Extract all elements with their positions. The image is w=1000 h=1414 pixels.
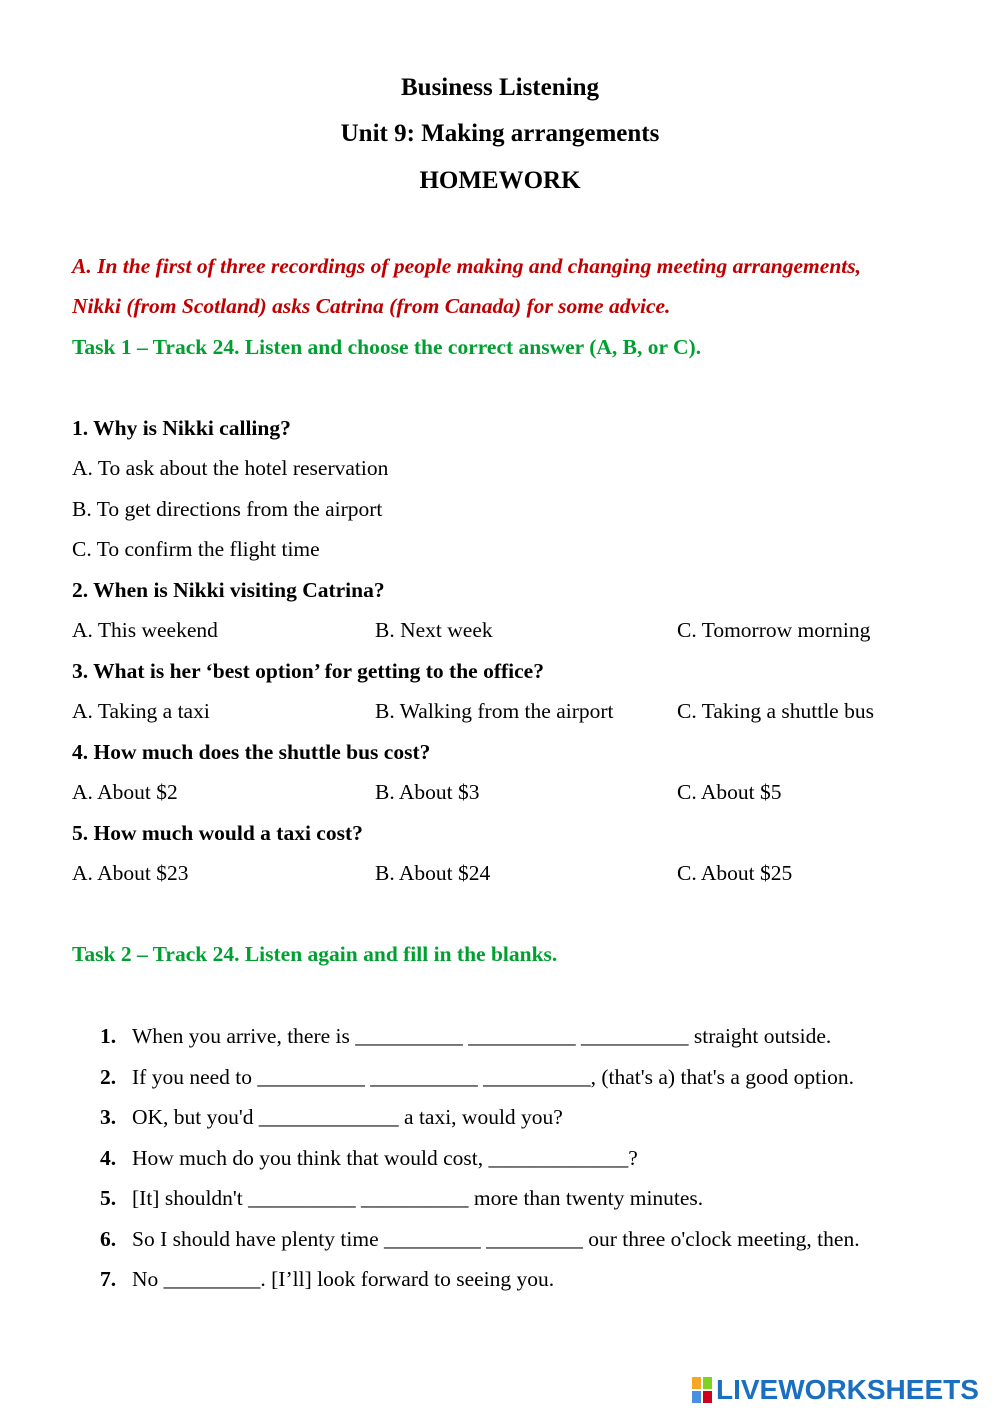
fill-item-number: 6. (100, 1227, 117, 1251)
fill-item-number: 2. (100, 1065, 117, 1089)
q5-option-a[interactable]: A. About $23 (72, 861, 189, 885)
section-a-intro-line2: Nikki (from Scotland) asks Catrina (from Canada) for some advice. (72, 294, 671, 318)
q5-options-row (0, 859, 1000, 887)
fill-item-text: If you need to __________ __________ __________, (that's a) that's a good option. (132, 1065, 854, 1089)
q1-option-a[interactable]: A. To ask about the hotel reservation (72, 456, 389, 480)
liveworksheets-logo-text: LIVEWORKSHEETS (716, 1374, 979, 1405)
fill-item-6[interactable] (100, 1225, 860, 1253)
fill-item-5[interactable] (100, 1184, 703, 1212)
fill-item-text: OK, but you'd _____________ a taxi, would you? (132, 1105, 563, 1129)
unit-title: Unit 9: Making arrangements (340, 120, 660, 147)
fill-item-3[interactable] (100, 1103, 563, 1131)
q2-option-b[interactable]: B. Next week (375, 618, 493, 642)
q2-option-c[interactable]: C. Tomorrow morning (677, 618, 871, 642)
section-a-intro-line1: A. In the first of three recordings of people making and changing meeting arrangements, (72, 254, 861, 278)
q4-option-c[interactable]: C. About $5 (677, 780, 782, 804)
fill-item-number: 5. (100, 1186, 117, 1210)
q4-options-row (0, 778, 1000, 806)
fill-item-text: How much do you think that would cost, _____________? (132, 1146, 638, 1170)
q3-option-a[interactable]: A. Taking a taxi (72, 699, 210, 723)
q3-option-c[interactable]: C. Taking a shuttle bus (677, 699, 874, 723)
liveworksheets-logo-icon (692, 1377, 712, 1403)
q2-options-row (0, 616, 1000, 644)
q1-option-c[interactable]: C. To confirm the flight time (72, 537, 320, 561)
question-4: 4. How much does the shuttle bus cost? (72, 740, 431, 764)
fill-item-text: So I should have plenty time _________ _________ our three o'clock meeting, then. (132, 1227, 860, 1251)
q3-options-row (0, 697, 1000, 725)
q5-option-c[interactable]: C. About $25 (677, 861, 793, 885)
fill-item-number: 1. (100, 1024, 117, 1048)
task1-heading: Task 1 – Track 24. Listen and choose the correct answer (A, B, or C). (72, 335, 702, 359)
fill-item-1[interactable] (100, 1022, 831, 1050)
logo-block-3 (692, 1391, 701, 1403)
logo-block-2 (703, 1377, 712, 1389)
logo-block-1 (692, 1377, 701, 1389)
q3-option-b[interactable]: B. Walking from the airport (375, 699, 614, 723)
question-1: 1. Why is Nikki calling? (72, 416, 291, 440)
fill-item-4[interactable] (100, 1144, 638, 1172)
fill-item-number: 7. (100, 1267, 117, 1291)
fill-item-text: No _________. [I’ll] look forward to seeing you. (132, 1267, 555, 1291)
page-title: Business Listening (401, 74, 599, 101)
homework-heading: HOMEWORK (419, 167, 581, 194)
fill-item-number: 3. (100, 1105, 117, 1129)
q2-option-a[interactable]: A. This weekend (72, 618, 218, 642)
q4-option-a[interactable]: A. About $2 (72, 780, 178, 804)
fill-item-text: [It] shouldn't __________ __________ more than twenty minutes. (132, 1186, 704, 1210)
fill-item-2[interactable] (100, 1063, 854, 1091)
question-2: 2. When is Nikki visiting Catrina? (72, 578, 385, 602)
liveworksheets-logo[interactable] (692, 1374, 979, 1406)
fill-item-number: 4. (100, 1146, 117, 1170)
q5-option-b[interactable]: B. About $24 (375, 861, 491, 885)
question-5: 5. How much would a taxi cost? (72, 821, 363, 845)
question-3: 3. What is her ‘best option’ for getting to the office? (72, 659, 544, 683)
q1-option-b[interactable]: B. To get directions from the airport (72, 497, 383, 521)
task2-heading: Task 2 – Track 24. Listen again and fill in the blanks. (72, 942, 558, 966)
q4-option-b[interactable]: B. About $3 (375, 780, 480, 804)
fill-item-text: When you arrive, there is __________ __________ __________ straight outside. (132, 1024, 832, 1048)
logo-block-4 (703, 1391, 712, 1403)
fill-item-7[interactable] (100, 1265, 554, 1293)
